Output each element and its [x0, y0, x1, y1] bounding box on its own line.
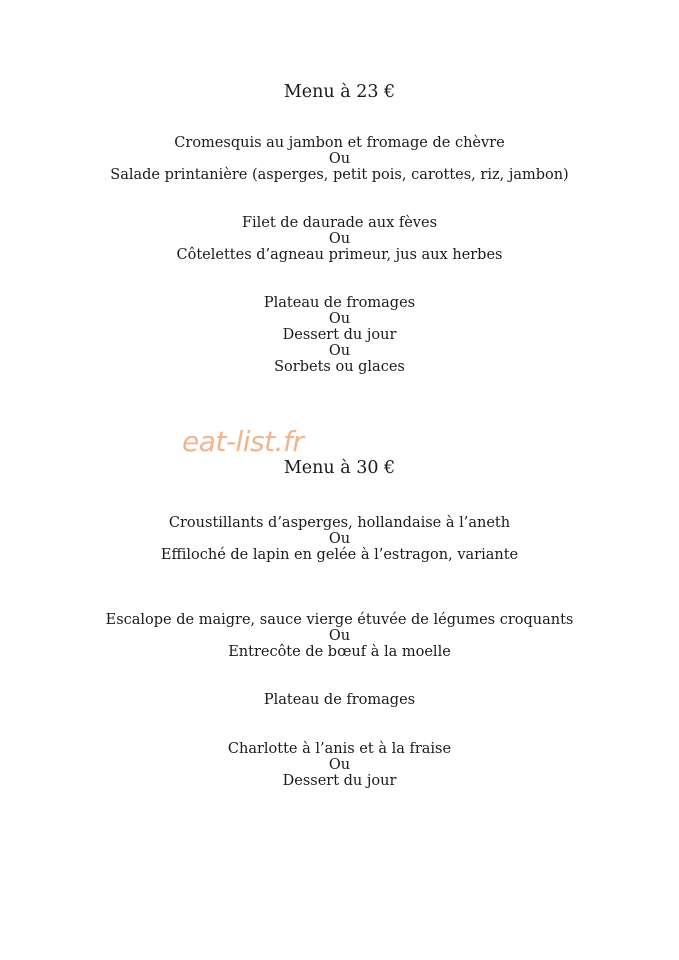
menu-2-dessert-item: Charlotte à l’anis et à la fraise: [227, 741, 452, 757]
menu-1-dessert-or: Ou: [328, 343, 351, 359]
menu-2-main-or: Ou: [328, 628, 351, 644]
menu-2-starter-or: Ou: [328, 531, 351, 547]
menu-1-main-or: Ou: [328, 231, 351, 247]
menu-2-title: Menu à 30 €: [283, 458, 396, 478]
menu-1-starter-or: Ou: [328, 151, 351, 167]
watermark-logo: eat-list.fr: [182, 425, 304, 458]
menu-1-dessert-item: Plateau de fromages: [263, 295, 416, 311]
menu-1-dessert-item: Sorbets ou glaces: [274, 359, 405, 375]
menu-1-dessert-or: Ou: [328, 311, 351, 327]
menu-1-dessert-item: Dessert du jour: [282, 327, 397, 343]
menu-1-starter-item: Salade printanière (asperges, petit pois, carottes, riz, jambon): [110, 167, 569, 183]
menu-1-title: Menu à 23 €: [283, 82, 396, 102]
menu-2-dessert-item: Dessert du jour: [282, 773, 397, 789]
menu-1-main-item: Filet de daurade aux fèves: [241, 215, 438, 231]
menu-1-main-item: Côtelettes d’agneau primeur, jus aux herbes: [176, 247, 503, 263]
menu-2-dessert-or: Ou: [328, 757, 351, 773]
menu-2-main-item: Entrecôte de bœuf à la moelle: [228, 644, 451, 660]
menu-2-main-item: Escalope de maigre, sauce vierge étuvée de légumes croquants: [105, 612, 574, 628]
menu-1-starter-item: Cromesquis au jambon et fromage de chèvre: [174, 135, 505, 151]
menu-2-cheese-item: Plateau de fromages: [263, 692, 416, 708]
menu-2-starter-item: Croustillants d’asperges, hollandaise à l’aneth: [168, 515, 511, 531]
menu-2-starter-item: Effiloché de lapin en gelée à l’estragon, variante: [160, 547, 519, 563]
